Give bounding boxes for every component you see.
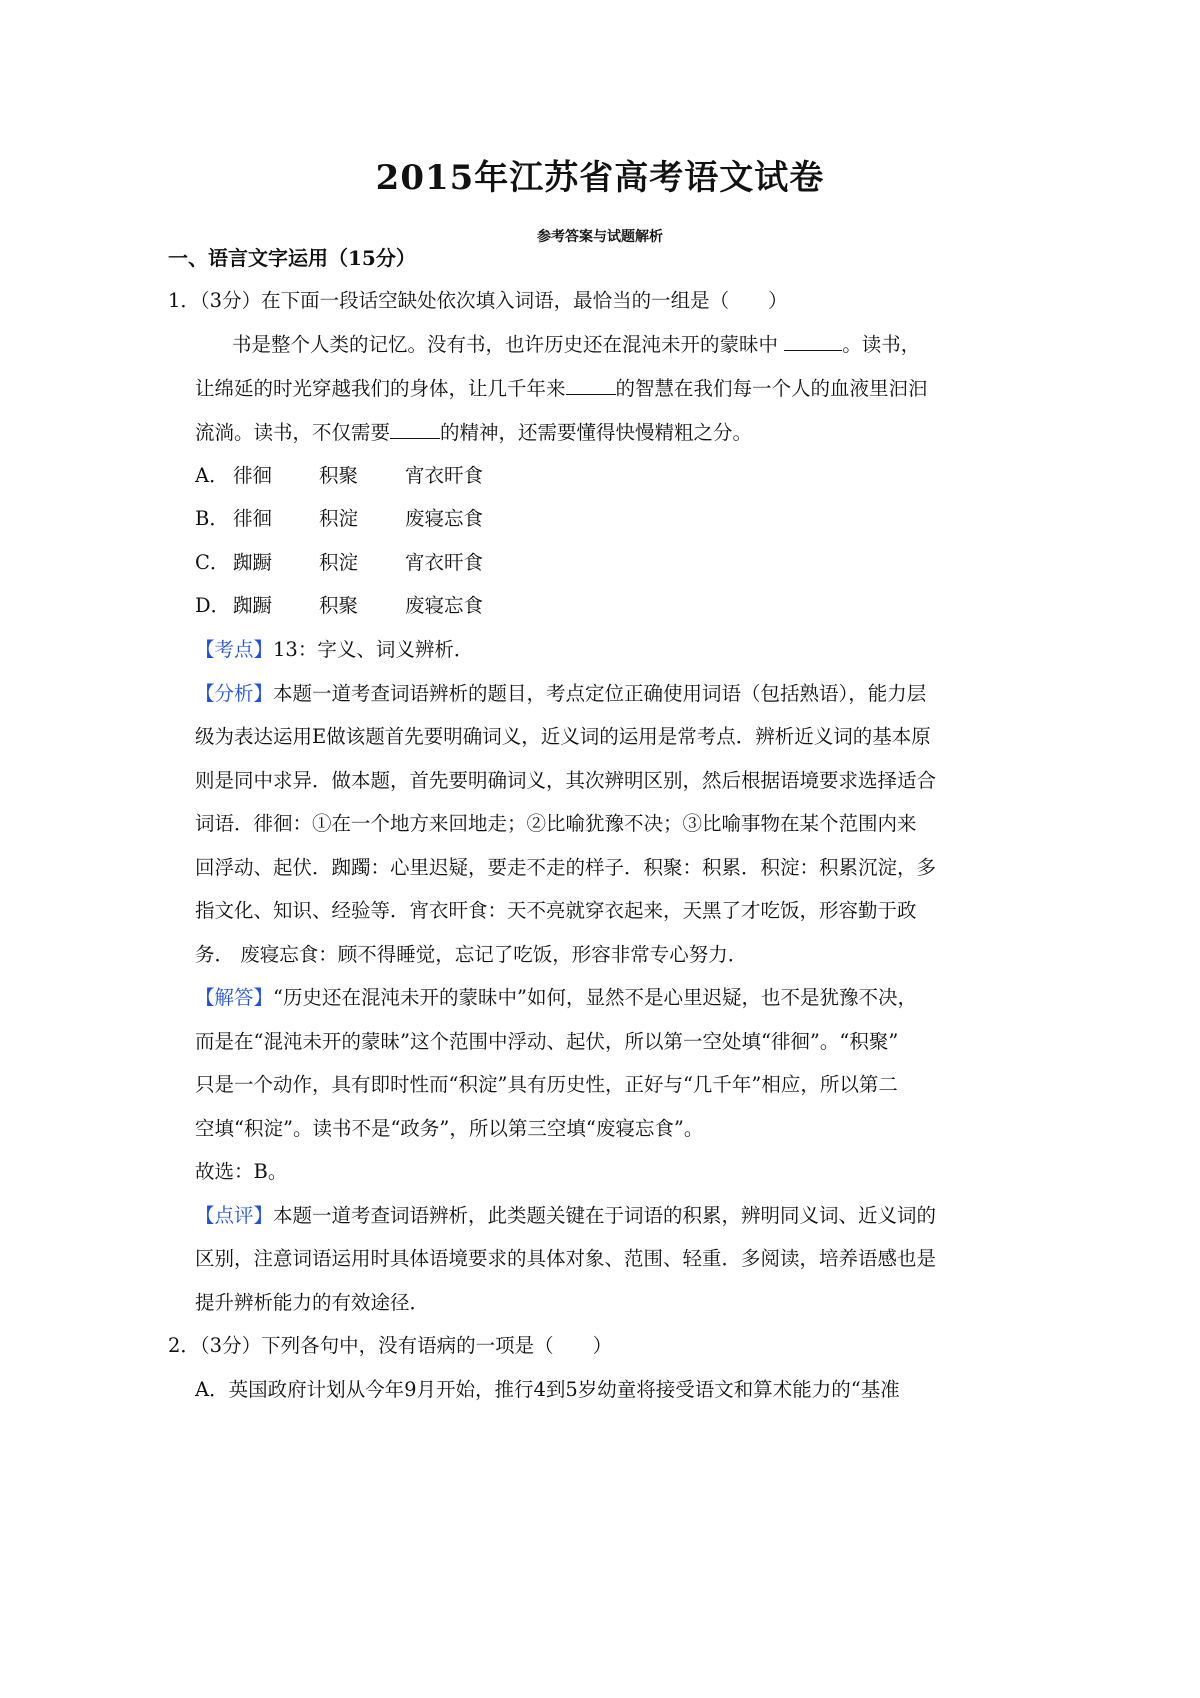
option-word-1: 踟蹰: [233, 551, 273, 574]
fenxi-line-4: 词语．徘徊：①在一个地方来回地走；②比喻犹豫不决；③比喻事物在某个范围内来: [195, 812, 917, 835]
fill-blank-3: [390, 420, 440, 439]
page-subtitle: 参考答案与试题解析: [537, 229, 663, 245]
q1-passage-text: 。读书，: [842, 333, 921, 356]
q1-passage-text: 书是整个人类的记忆。没有书，也许历史还在混沌未开的蒙昧中: [232, 333, 779, 356]
option-letter: D．: [195, 594, 231, 617]
option-word-1: 徘徊: [233, 507, 273, 530]
q1-passage-text: 的精神，还需要懂得快慢精粗之分。: [440, 421, 753, 444]
fenxi-line-3: 则是同中求异．做本题，首先要明确词义，其次辨明区别，然后根据语境要求选择适合: [195, 769, 937, 792]
fill-blank-1: [784, 332, 842, 351]
jieda-line-1: [195, 985, 917, 1011]
option-word-3: 宵衣旰食: [405, 551, 484, 574]
fenxi-text: 本题一道考查词语辨析的题目，考点定位正确使用词语（包括熟语），能力层: [273, 682, 927, 705]
q1-passage-text: 让绵延的时光穿越我们的身体，让几千年来: [195, 377, 566, 400]
jieda-line-4: 空填“积淀”。读书不是“政务”，所以第三空填“废寝忘食”。: [195, 1117, 704, 1140]
q1-passage-text: 流淌。读书，不仅需要: [195, 421, 391, 444]
kaodian-text: 13：字义、词义辨析．: [273, 638, 474, 661]
option-b: [195, 506, 483, 532]
question-1-stem: 1．（3分）在下面一段话空缺处依次填入词语，最恰当的一组是（ ）: [168, 289, 788, 312]
option-a: [195, 463, 483, 489]
fenxi-line-2: 级为表达运用E做该题首先要明确词义，近义词的运用是常考点．辨析近义词的基本原: [195, 725, 931, 748]
option-word-1: 徘徊: [233, 464, 273, 487]
option-word-1: 踟蹰: [233, 594, 273, 617]
dianping-tag: 【点评】: [195, 1204, 274, 1227]
option-word-3: 废寝忘食: [405, 507, 484, 530]
fill-blank-2: [566, 376, 616, 395]
fenxi-line-1: [195, 681, 926, 707]
option-word-3: 宵衣旰食: [405, 464, 484, 487]
q1-passage-line-1: [232, 332, 920, 358]
option-word-2: 积聚: [319, 594, 359, 617]
option-d: [195, 593, 483, 619]
q2-option-a: A．英国政府计划从今年9月开始，推行4到5岁幼童将接受语文和算术能力的“基准: [195, 1378, 900, 1401]
option-word-2: 积淀: [319, 507, 359, 530]
option-word-2: 积聚: [319, 464, 359, 487]
dianping-line-2: 区别，注意词语运用时具体语境要求的具体对象、范围、轻重．多阅读，培养语感也是: [195, 1247, 937, 1270]
jieda-tag: 【解答】: [195, 986, 274, 1009]
jieda-text: “历史还在混沌未开的蒙昧中”如何，显然不是心里迟疑，也不是犹豫不决，: [273, 986, 917, 1009]
fenxi-line-6: 指文化、知识、经验等．宵衣旰食：天不亮就穿衣起来，天黑了才吃饭，形容勤于政: [195, 899, 917, 922]
section-heading: 一、语言文字运用（15分）: [168, 246, 416, 270]
page-title: 2015年江苏省高考语文试卷: [375, 158, 825, 198]
kaodian-line: [195, 637, 473, 663]
question-2-stem: 2．（3分）下列各句中，没有语病的一项是（ ）: [168, 1334, 613, 1357]
fenxi-line-5: 回浮动、起伏．踟躅：心里迟疑，要走不走的样子．积聚：积累．积淀：积累沉淀，多: [195, 856, 937, 879]
option-letter: C．: [195, 551, 230, 574]
option-letter: A．: [195, 464, 229, 487]
dianping-line-3: 提升辨析能力的有效途径．: [195, 1291, 430, 1314]
q1-passage-line-2: [195, 376, 928, 402]
option-letter: B．: [195, 507, 229, 530]
q1-passage-text: 的智慧在我们每一个人的血液里汩汩: [615, 377, 928, 400]
fenxi-tag: 【分析】: [195, 682, 274, 705]
fenxi-line-7: 务． 废寝忘食：顾不得睡觉，忘记了吃饭，形容非常专心努力．: [195, 943, 748, 966]
option-word-3: 废寝忘食: [405, 594, 484, 617]
option-c: [195, 550, 483, 576]
option-word-2: 积淀: [319, 551, 359, 574]
answer-choice: 故选：B。: [195, 1160, 288, 1183]
kaodian-tag: 【考点】: [195, 638, 274, 661]
jieda-line-2: 而是在“混沌未开的蒙昧”这个范围中浮动、起伏，所以第一空处填“徘徊”。“积聚”: [195, 1030, 899, 1053]
jieda-line-3: 只是一个动作，具有即时性而“积淀”具有历史性，正好与“几千年”相应，所以第二: [195, 1073, 898, 1096]
dianping-text: 本题一道考查词语辨析，此类题关键在于词语的积累，辨明同义词、近义词的: [273, 1204, 937, 1227]
dianping-line-1: [195, 1203, 936, 1229]
q1-passage-line-3: [195, 420, 752, 446]
